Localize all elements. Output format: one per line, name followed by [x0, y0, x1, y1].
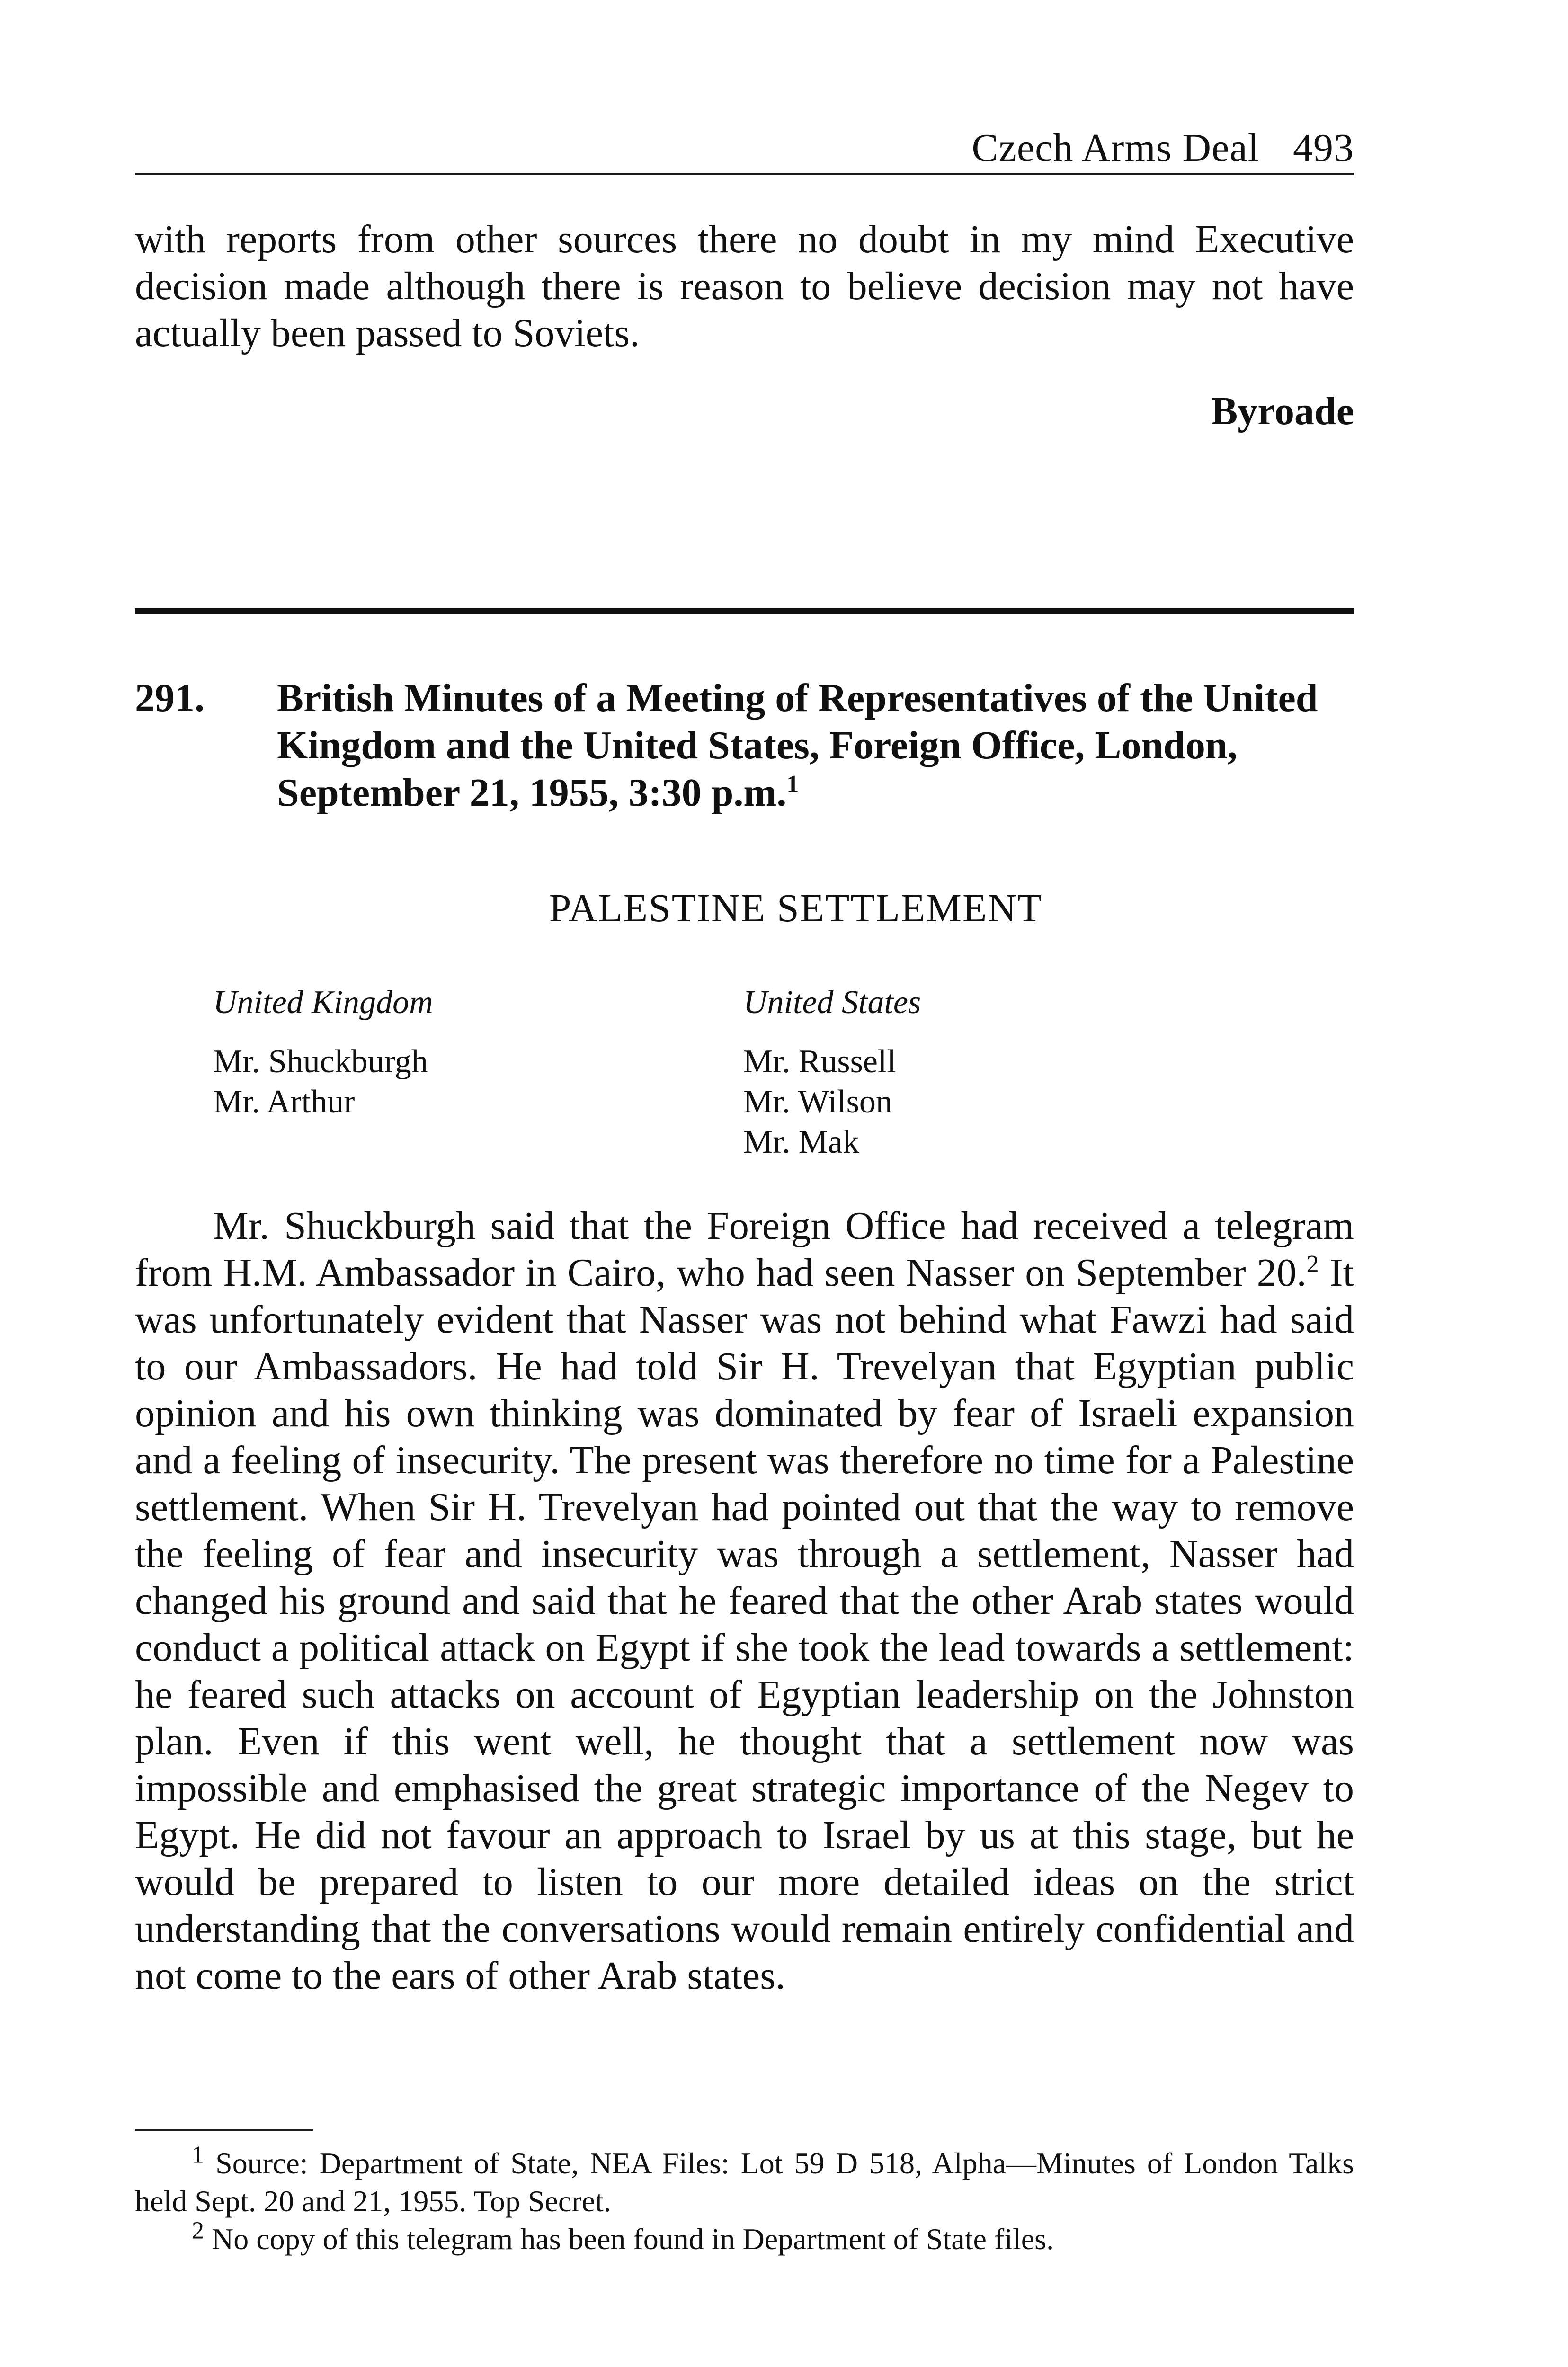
footnote-1 [135, 2141, 1354, 2220]
footnotes [135, 2141, 1354, 2258]
footnote-text: Source: Department of State, NEA Files: Lot 59 D 518, Alpha—Minutes of London Talks held Sept. 20 and 21, 1955. Top Secret. [135, 2146, 1354, 2218]
participant-name: Mr. Wilson [743, 1084, 892, 1120]
page-number: 493 [1293, 126, 1354, 170]
footnote-divider [135, 2129, 313, 2131]
document-heading-text: British Minutes of a Meeting of Representatives of the United Kingdom and the United States, Foreign Office, London, September 21, 1955, 3:30 p.m. [277, 676, 1318, 815]
footnote-2 [135, 2217, 1354, 2258]
running-head [135, 125, 1354, 175]
section-divider [135, 608, 1354, 614]
participants-us-label: United States [743, 984, 921, 1021]
running-head-title: Czech Arms Deal [971, 126, 1259, 170]
footnote-ref-1[interactable]: 1 [786, 771, 799, 798]
footnote-marker: 1 [192, 2141, 204, 2169]
participant-name: Mr. Arthur [213, 1084, 355, 1120]
participants-us [743, 982, 921, 1162]
footnote-marker: 2 [192, 2217, 204, 2244]
participant-name: Mr. Shuckburgh [213, 1043, 428, 1080]
participant-name: Mr. Russell [743, 1043, 896, 1080]
continuation-paragraph: with reports from other sources there no doubt in my mind Executive decision made although there is reason to believe decision may not have actually been passed to Soviets. [135, 217, 1354, 355]
participants-uk-label: United Kingdom [213, 984, 433, 1021]
main-paragraph-part-1: Mr. Shuckburgh said that the Foreign Office had received a telegram from H.M. Ambassador in Cairo, who had seen Nasser on September 20. [135, 1204, 1354, 1295]
signature: Byroade [1211, 389, 1354, 433]
subject-heading: PALESTINE SETTLEMENT [549, 886, 1043, 930]
main-paragraph [135, 1202, 1354, 1999]
participant-name: Mr. Mak [743, 1124, 859, 1160]
document-heading [277, 675, 1361, 817]
footnote-text: No copy of this telegram has been found in Department of State files. [212, 2222, 1054, 2256]
document-number: 291. [135, 676, 205, 720]
footnote-ref-2[interactable]: 2 [1306, 1251, 1319, 1278]
main-paragraph-part-2: It was unfortunately evident that Nasser was not behind what Fawzi had said to our Ambassadors. He had told Sir H. Trevelyan that Egyptian public opinion and his own thinking was dominated by fear of Israeli expansion and a feeling of insecurity. The present was therefore no time for a Palestine settlement. When Sir H. Trevelyan had pointed out that the way to remove the feeling of fear and insecurity was through a settlement, Nasser had changed his ground and said that he feared that the other Arab states would conduct a political attack on Egypt if she took the lead towards a settlement: he feared such attacks on account of Egyptian leadership on the Johnston plan. Even if this went well, he thought that a settlement now was impossible and emphasised the great strategic importance of the Negev to Egypt. He did not favour an approach to Israel by us at this stage, but he would be prepared to listen to our more detailed ideas on the strict understanding that the conversations would remain entirely confidential and not come to the ears of other Arab states. [135, 1251, 1354, 1998]
participants-uk [213, 982, 433, 1122]
